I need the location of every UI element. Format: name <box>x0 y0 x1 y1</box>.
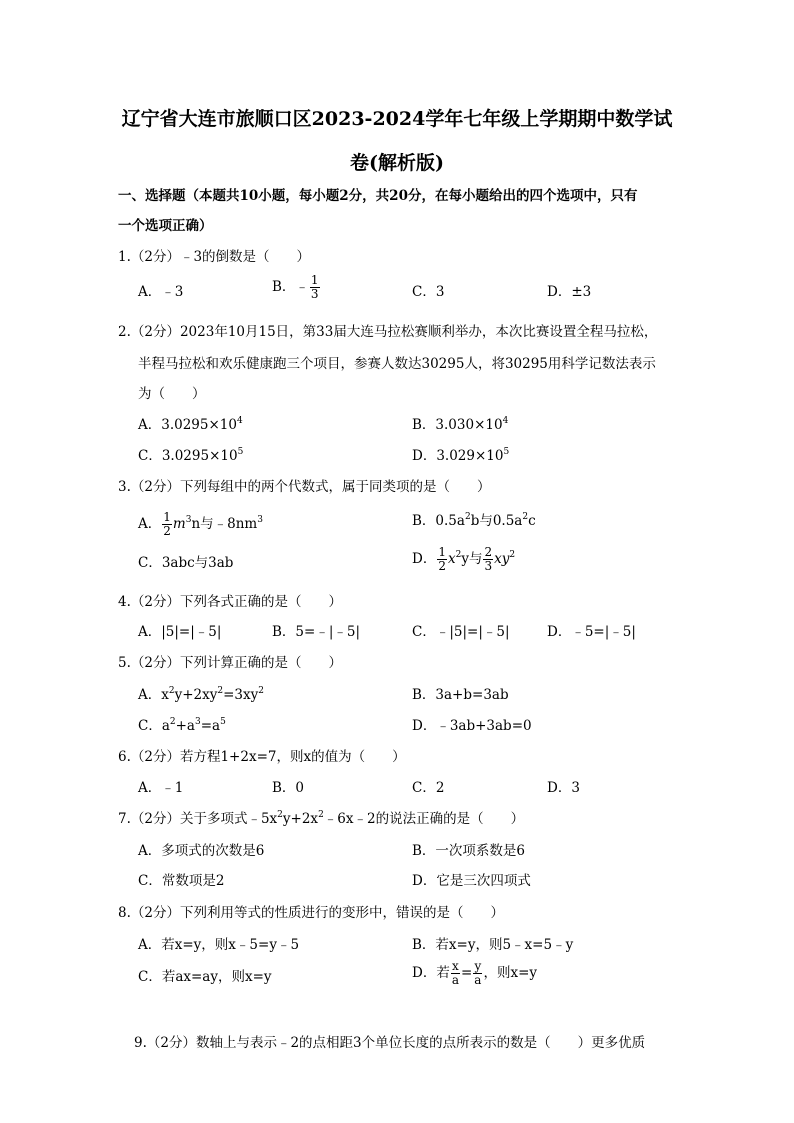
section-heading-line2: 一个选项正确） <box>118 218 213 234</box>
q2-stem-line1: 2.（2分）2023年10月15日，第33届大连马拉松赛顺利举办，本次比赛设置全程马拉松， <box>118 324 658 340</box>
q2-option-d: D．$3.029\times 10^5$ <box>412 447 510 464</box>
q2-option-c: C．$3.0295\times 10^5$ <box>138 447 244 464</box>
q6-stem: 6.（2分）若方程1+2x=7，则x的值为（ ） <box>118 749 406 765</box>
q1-stem: 1.（2分）﹣3的倒数是（ ） <box>118 249 311 265</box>
q7-option-c: C．常数项是2 <box>138 873 225 889</box>
q8-option-b: B．若x=y，则5﹣x=5﹣y <box>412 937 574 953</box>
q8-option-d: D．若 $\frac{x}{a}$ = $\frac{y}{a}$ ，则x=y <box>412 959 538 987</box>
q5-option-c: C．$a^2+a^3=a^5$ <box>138 717 226 734</box>
q6-option-b: B．0 <box>272 780 305 796</box>
q3-option-d: D． $\frac{1}{2}$ $x^2y$与 $\frac{2}{3}$ $xy^2$ <box>412 545 516 573</box>
q6-option-a: A．﹣1 <box>138 780 184 796</box>
q5-option-b: B．3a+b=3ab <box>412 687 509 703</box>
q3-stem: 3.（2分）下列每组中的两个代数式，属于同类项的是（ ） <box>118 479 491 495</box>
q1-option-c: C．3 <box>412 284 445 300</box>
q4-option-a: A．|5|=|﹣5| <box>138 624 222 640</box>
section-heading-line1: 一、选择题（本题共10小题，每小题2分，共20分，在每小题给出的四个选项中，只有 <box>118 188 638 204</box>
q7-option-d: D．它是三次四项式 <box>412 873 531 889</box>
q2-option-a: A．$3.0295\times 10^4$ <box>138 416 243 433</box>
q1-option-a: A．﹣3 <box>138 284 184 300</box>
doc-title-line2: 卷(解析版) <box>350 152 444 174</box>
q2-stem-line2: 半程马拉松和欢乐健康跑三个项目，参赛人数达30295人，将30295用科学记数法表示 <box>138 356 656 372</box>
q1-option-d: D．±3 <box>547 284 592 300</box>
q7-option-a: A．多项式的次数是6 <box>138 843 265 859</box>
q8-stem: 8.（2分）下列利用等式的性质进行的变形中，错误的是（ ） <box>118 905 504 921</box>
q6-option-d: D．3 <box>547 780 580 796</box>
q5-stem: 5.（2分）下列计算正确的是（ ） <box>118 655 342 671</box>
q4-option-d: D．﹣5=|﹣5| <box>547 624 636 640</box>
doc-title-line1: 辽宁省大连市旅顺口区2023-2024学年七年级上学期期中数学试 <box>121 108 673 130</box>
q9-stem: 9.（2分）数轴上与表示﹣2的点相距3个单位长度的点所表示的数是（ ）更多优质 <box>134 1035 646 1051</box>
q7-stem: 7.（2分）关于多项式$﹣5x^2y+2x^2﹣6x﹣2$的说法正确的是（ ） <box>118 810 525 827</box>
q8-option-a: A．若x=y，则x﹣5=y﹣5 <box>138 937 300 953</box>
q4-option-c: C．﹣|5|=|﹣5| <box>412 624 510 640</box>
q2-stem-line3: 为（ ） <box>138 386 206 402</box>
q2-option-b: B．$3.030\times 10^4$ <box>412 416 509 433</box>
q6-option-c: C．2 <box>412 780 445 796</box>
q5-option-d: D．﹣3ab+3ab=0 <box>412 718 532 734</box>
q3-option-b: B．$0.5a^2b$与$0.5a^2c$ <box>412 512 536 529</box>
q4-option-b: B．5=﹣|﹣5| <box>272 624 361 640</box>
q1-option-b: B．﹣ $\frac{1}{3}$ <box>272 273 319 301</box>
q7-option-b: B．一次项系数是6 <box>412 843 526 859</box>
q4-stem: 4.（2分）下列各式正确的是（ ） <box>118 594 342 610</box>
q8-option-c: C．若ax=ay，则x=y <box>138 969 272 985</box>
q3-option-c: C．3abc与3ab <box>138 555 234 571</box>
q5-option-a: A．$x^2y+2xy^2=3xy^2$ <box>138 686 265 703</box>
q3-option-a: A． $\frac{1}{2}$ $m^3n$与$﹣8nm^3$ <box>138 510 263 538</box>
